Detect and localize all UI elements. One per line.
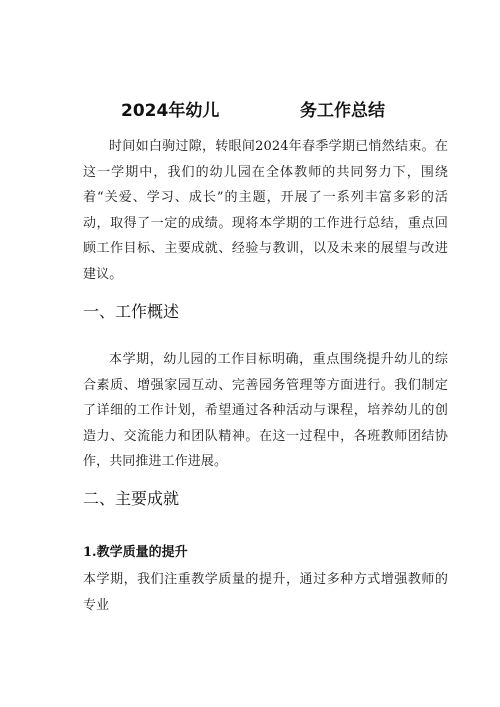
subheading-teaching-quality: 1.教学质量的提升: [83, 545, 188, 560]
section-heading-achievements: 二、主要成就: [83, 489, 180, 508]
document-title: [0, 96, 500, 120]
intro-paragraph: 时间如白驹过隙，转眼间2024年春季学期已悄然结束。在这一学期中，我们的幼儿园在全体教师的共同努力下，围绕着“关爱、学习、成长”的主题，开展了一系列丰富多彩的活动，取得了一定的成绩。现将本学期的工作进行总结，重点回顾工作目标、主要成就、经验与教训，以及未来的展望与改进建议。: [83, 139, 448, 282]
teaching-quality-paragraph: 本学期，我们注重教学质量的提升，通过多种方式增强教师的专业: [83, 572, 448, 613]
overview-paragraph: 本学期，幼儿园的工作目标明确，重点围绕提升幼儿的综合素质、增强家园互动、完善园务管理等方面进行。我们制定了详细的工作计划，希望通过各种活动与课程，培养幼儿的创造力、交流能力和团队精神。在这一过程中，各班教师团结协作，共同推进工作进展。: [83, 352, 448, 470]
title-part-2: 务工作总结: [300, 101, 385, 121]
section-heading-overview: 一、工作概述: [83, 302, 180, 321]
title-part-1: 2024年幼儿: [121, 101, 220, 121]
